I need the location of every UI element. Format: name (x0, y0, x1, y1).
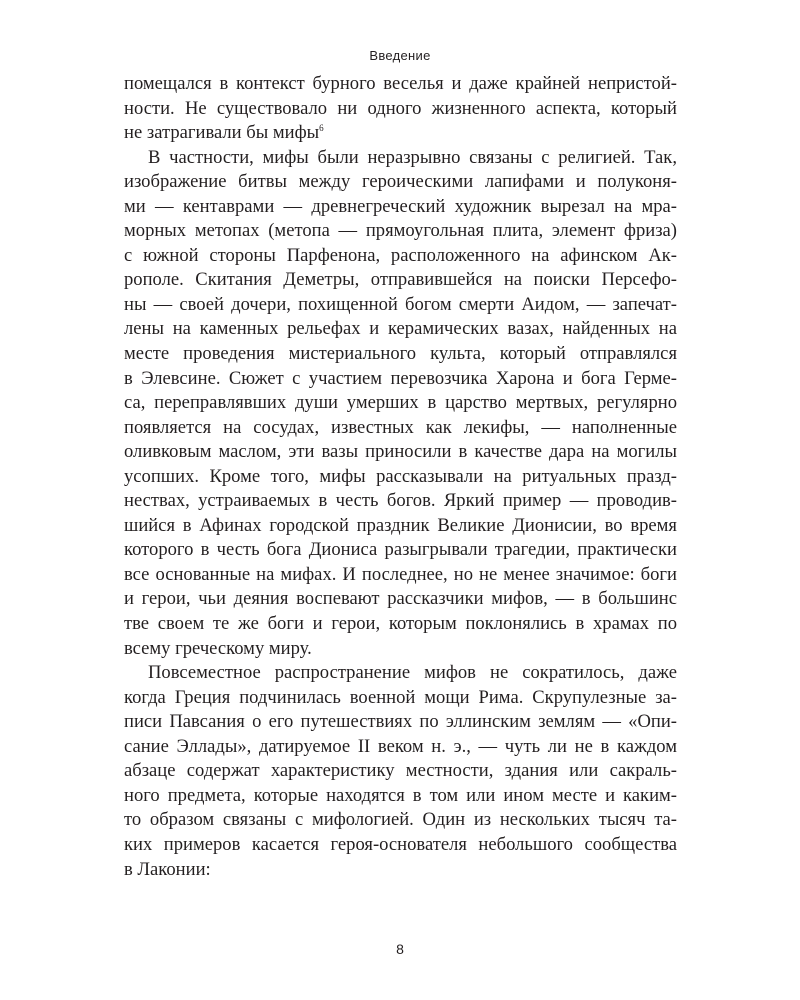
text-line: месте проведения мистериального культа, который отправлялся (124, 343, 677, 365)
text-line: писи Павсания о его путешествиях по эллинским землям — «Опи- (124, 711, 677, 733)
text-line: ми — кентаврами — древнегреческий художник вырезал на мра- (124, 195, 677, 217)
text-line: ны — своей дочери, похищенной богом смерти Аидом, — запечат- (124, 293, 677, 315)
text-line: изображение битвы между героическими лапифами и полуконя- (124, 171, 677, 193)
text-line (124, 121, 677, 146)
text-line: ких примеров касается героя-основателя небольшого сообщества (124, 833, 677, 855)
text-line: в Лаконии: (124, 858, 211, 880)
running-head: Введение (369, 48, 431, 63)
text-line: ности. Не существовало ни одного жизненного аспекта, который (124, 97, 677, 119)
text-line: когда Греция подчинилась военной мощи Рима. Скрупулезные за- (124, 686, 677, 708)
text-line-content: не затрагивали бы мифы (124, 122, 320, 144)
text-line: оливковым маслом, эти вазы приносили в качестве дара на могилы (124, 441, 677, 463)
text-line: в Элевсине. Сюжет с участием перевозчика Харона и бога Герме- (124, 367, 677, 389)
text-line: са, переправлявших души умерших в царство мертвых, регулярно (124, 392, 677, 414)
footnote-reference[interactable]: 6 (319, 123, 324, 134)
text-line: усопших. Кроме того, мифы рассказывали на ритуальных празд- (124, 465, 677, 487)
text-line: появляется на сосудах, известных как лекифы, — наполненные (124, 416, 677, 438)
text-line: сание Эллады», датируемое II веком н. э., — чуть ли не в каждом (124, 735, 677, 757)
text-line: абзаце содержат характеристику местности, здания или сакраль- (124, 760, 677, 782)
text-line: тве своем те же боги и герои, которым поклонялись в храмах по (124, 613, 677, 635)
text-line: то образом связаны с мифологией. Один из нескольких тысяч та- (124, 809, 677, 831)
text-line: ного предмета, которые находятся в том или ином месте и каким- (124, 784, 677, 806)
text-line: Повсеместное распространение мифов не сократилось, даже (148, 662, 677, 684)
text-line: с южной стороны Парфенона, расположенного на афинском Ак- (124, 244, 677, 266)
text-line: шийся в Афинах городской праздник Великие Дионисии, во время (124, 514, 677, 536)
text-line: морных метопах (метопа — прямоугольная плита, элемент фриза) (124, 220, 677, 242)
text-line: и герои, чьи деяния воспевают рассказчики мифов, — в большинс (124, 588, 677, 610)
text-line: помещался в контекст бурного веселья и даже крайней непристой- (124, 73, 677, 94)
text-line: лены на каменных рельефах и керамических вазах, найденных на (124, 318, 677, 340)
text-line: нествах, устраиваемых в честь богов. Яркий пример — проводив- (124, 490, 677, 512)
text-line: все основанные на мифах. И последнее, но не менее значимое: боги (124, 563, 677, 585)
body-text (124, 72, 677, 882)
page-number: 8 (396, 941, 404, 957)
text-line: В частности, мифы были неразрывно связаны с религией. Так, (148, 146, 677, 168)
text-line: всему греческому миру. (124, 637, 312, 659)
text-line: которого в честь бога Диониса разыгрывали трагедии, практически (124, 539, 677, 561)
text-line: рополе. Скитания Деметры, отправившейся на поиски Персефо- (124, 269, 677, 291)
